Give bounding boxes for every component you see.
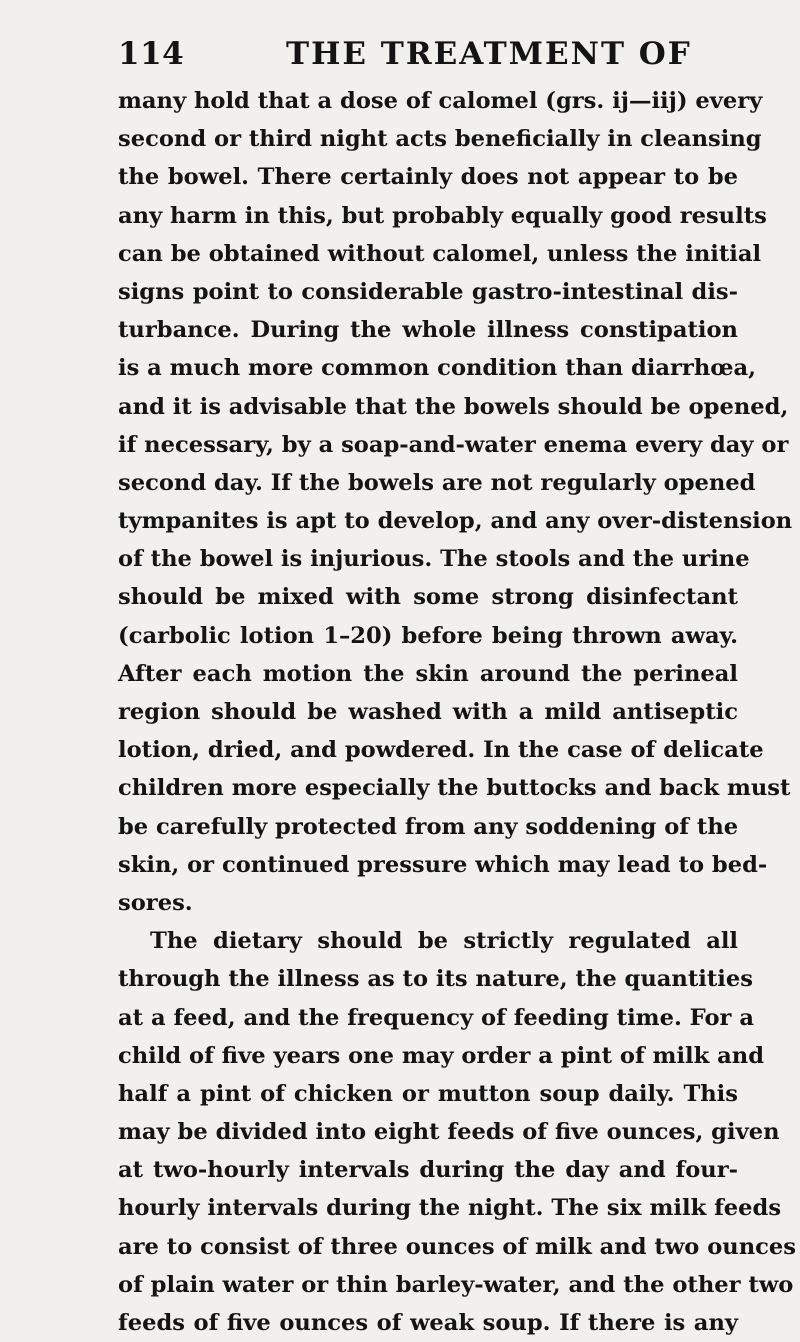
- text-line: be carefully protected from any soddening of the: [118, 813, 739, 840]
- text-line: second day. If the bowels are not regularly opened: [118, 469, 756, 496]
- page-number: 114: [118, 36, 185, 72]
- text-line: turbance. During the whole illness constipation: [118, 317, 738, 344]
- text-line: (carbolic lotion 1–20) before being thrown away.: [118, 622, 738, 649]
- text-line: After each motion the skin around the perineal: [118, 660, 738, 687]
- text-line: tympanites is apt to develop, and any over-distension: [118, 508, 793, 535]
- text-line: may be divided into eight feeds of five ounces, given: [118, 1119, 780, 1146]
- text-line: of plain water or thin barley-water, and the other two: [118, 1271, 794, 1298]
- text-line: at two-hourly intervals during the day and four-: [118, 1157, 738, 1184]
- text-line: region should be washed with a mild antiseptic: [118, 699, 738, 725]
- text-line: signs point to considerable gastro-intestinal dis-: [118, 278, 738, 305]
- paragraph: [118, 922, 796, 1342]
- text-line: skin, or continued pressure which may lead to bed-: [118, 851, 768, 878]
- text-line: sores.: [118, 889, 193, 916]
- text-line: if necessary, by a soap-and-water enema every day or: [118, 431, 789, 458]
- text-line: feeds of five ounces of weak soup. If there is any: [118, 1310, 738, 1336]
- text-line: at a feed, and the frequency of feeding time. For a: [118, 1004, 754, 1031]
- text-line: through the illness as to its nature, the quantities: [118, 966, 753, 993]
- text-line: child of five years one may order a pint of milk and: [118, 1042, 765, 1069]
- text-line: The dietary should be strictly regulated all: [150, 928, 738, 955]
- text-line: lotion, dried, and powdered. In the case of delicate: [118, 737, 764, 764]
- text-line: many hold that a dose of calomel (grs. ij—iij) every: [118, 88, 763, 114]
- text-line: half a pint of chicken or mutton soup daily. This: [118, 1080, 738, 1107]
- text-line: of the bowel is injurious. The stools and the urine: [118, 546, 750, 573]
- text-line: any harm in this, but probably equally good results: [118, 202, 767, 229]
- text-line: children more especially the buttocks and back must: [118, 775, 791, 802]
- text-line: second or third night acts beneficially in cleansing: [118, 126, 762, 153]
- body-text: [118, 82, 796, 1342]
- text-line: the bowel. There certainly does not appear to be: [118, 164, 738, 191]
- running-head: THE TREATMENT OF: [286, 36, 692, 72]
- text-line: is a much more common condition than diarrhœa,: [118, 355, 756, 382]
- text-line: are to consist of three ounces of milk and two ounces: [118, 1233, 796, 1260]
- text-line: can be obtained without calomel, unless the initial: [118, 240, 762, 267]
- text-line: should be mixed with some strong disinfectant: [118, 584, 738, 611]
- page-header: [118, 32, 704, 72]
- paragraph: [118, 82, 793, 922]
- text-line: and it is advisable that the bowels should be opened,: [118, 393, 789, 420]
- text-line: hourly intervals during the night. The six milk feeds: [118, 1195, 782, 1222]
